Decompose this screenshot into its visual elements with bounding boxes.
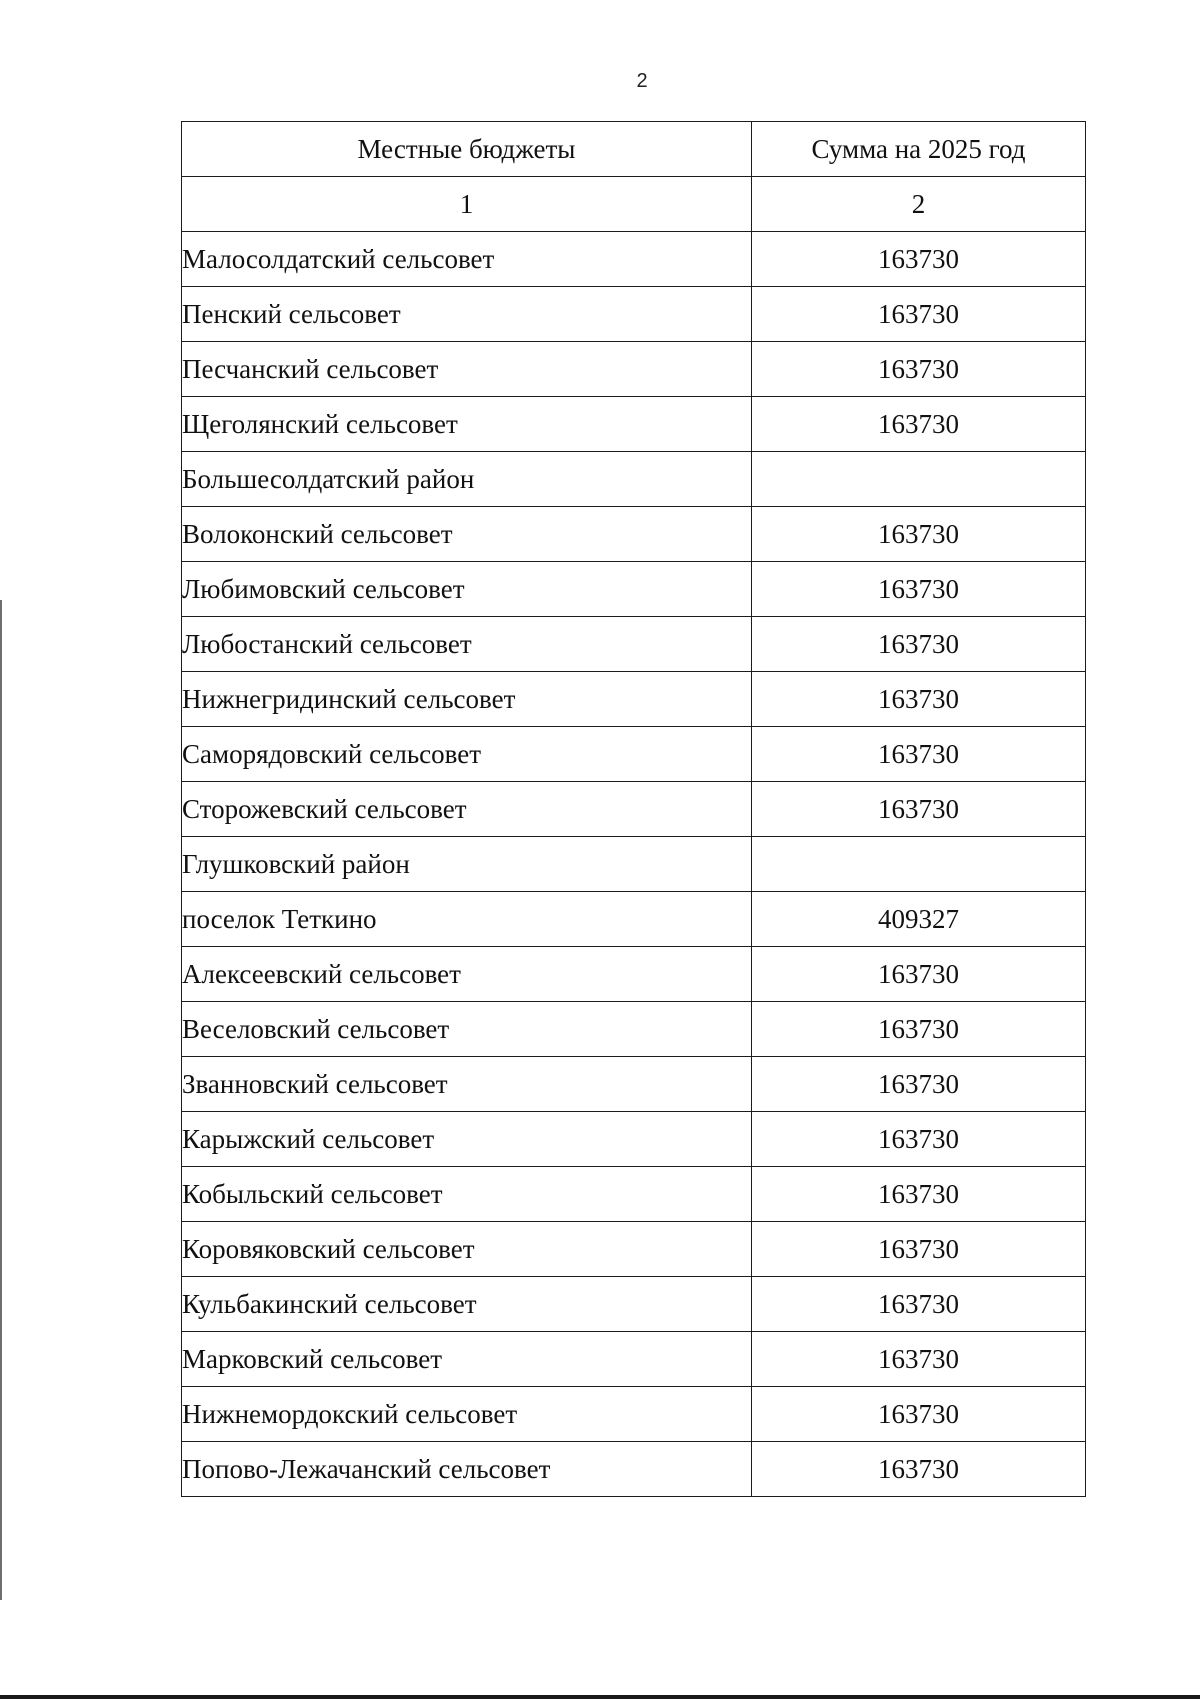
- budget-sum-cell: 163730: [752, 1112, 1086, 1167]
- budget-name-cell: Нижнегридинский сельсовет: [182, 672, 752, 727]
- budget-name-cell: Глушковский район: [182, 837, 752, 892]
- column-index-1: 1: [182, 177, 752, 232]
- table-body: [182, 232, 1086, 1497]
- budget-sum-cell: 163730: [752, 1332, 1086, 1387]
- budget-name-cell: Сторожевский сельсовет: [182, 782, 752, 837]
- table-row: [182, 342, 1086, 397]
- budget-name-cell: Малосолдатский сельсовет: [182, 232, 752, 287]
- budget-name-cell: Любимовский сельсовет: [182, 562, 752, 617]
- budget-sum-cell: [752, 837, 1086, 892]
- budget-sum-cell: 409327: [752, 892, 1086, 947]
- table-row: [182, 1002, 1086, 1057]
- budget-name-cell: поселок Теткино: [182, 892, 752, 947]
- table-row: [182, 1277, 1086, 1332]
- budget-sum-cell: 163730: [752, 397, 1086, 452]
- budget-sum-cell: [752, 452, 1086, 507]
- budget-name-cell: Званновский сельсовет: [182, 1057, 752, 1112]
- budget-name-cell: Марковский сельсовет: [182, 1332, 752, 1387]
- table-row: [182, 562, 1086, 617]
- table-row: [182, 507, 1086, 562]
- budget-sum-cell: 163730: [752, 1002, 1086, 1057]
- scan-edge-left: [0, 600, 2, 1600]
- table-row: [182, 397, 1086, 452]
- budget-sum-cell: 163730: [752, 1442, 1086, 1497]
- budget-name-cell: Волоконский сельсовет: [182, 507, 752, 562]
- table-row: [182, 672, 1086, 727]
- budget-sum-cell: 163730: [752, 617, 1086, 672]
- budget-sum-cell: 163730: [752, 562, 1086, 617]
- header-sum-2025: Сумма на 2025 год: [752, 122, 1086, 177]
- table-header-row: [182, 122, 1086, 177]
- budget-sum-cell: 163730: [752, 507, 1086, 562]
- column-index-2: 2: [752, 177, 1086, 232]
- budget-table: [181, 121, 1086, 1497]
- budget-sum-cell: 163730: [752, 1387, 1086, 1442]
- table-row: [182, 837, 1086, 892]
- budget-name-cell: Попово-Лежачанский сельсовет: [182, 1442, 752, 1497]
- budget-sum-cell: 163730: [752, 1057, 1086, 1112]
- budget-name-cell: Коровяковский сельсовет: [182, 1222, 752, 1277]
- budget-name-cell: Кульбакинский сельсовет: [182, 1277, 752, 1332]
- budget-sum-cell: 163730: [752, 782, 1086, 837]
- page-number: 2: [636, 70, 648, 92]
- table-row: [182, 1332, 1086, 1387]
- budget-name-cell: Кобыльский сельсовет: [182, 1167, 752, 1222]
- budget-name-cell: Любостанский сельсовет: [182, 617, 752, 672]
- table-row: [182, 452, 1086, 507]
- budget-sum-cell: 163730: [752, 672, 1086, 727]
- budget-sum-cell: 163730: [752, 947, 1086, 1002]
- budget-name-cell: Большесолдатский район: [182, 452, 752, 507]
- column-index-row: [182, 177, 1086, 232]
- budget-name-cell: Карыжский сельсовет: [182, 1112, 752, 1167]
- table-row: [182, 617, 1086, 672]
- budget-name-cell: Веселовский сельсовет: [182, 1002, 752, 1057]
- budget-sum-cell: 163730: [752, 1222, 1086, 1277]
- budget-sum-cell: 163730: [752, 342, 1086, 397]
- table-row: [182, 1222, 1086, 1277]
- table-row: [182, 1442, 1086, 1497]
- budget-name-cell: Песчанский сельсовет: [182, 342, 752, 397]
- table-row: [182, 1167, 1086, 1222]
- budget-name-cell: Пенский сельсовет: [182, 287, 752, 342]
- table-row: [182, 727, 1086, 782]
- budget-name-cell: Алексеевский сельсовет: [182, 947, 752, 1002]
- table-row: [182, 1387, 1086, 1442]
- table-row: [182, 1057, 1086, 1112]
- header-local-budgets: Местные бюджеты: [182, 122, 752, 177]
- budget-sum-cell: 163730: [752, 727, 1086, 782]
- table-row: [182, 1112, 1086, 1167]
- table-row: [182, 287, 1086, 342]
- table-row: [182, 782, 1086, 837]
- budget-sum-cell: 163730: [752, 1277, 1086, 1332]
- table-row: [182, 232, 1086, 287]
- budget-name-cell: Нижнемордокский сельсовет: [182, 1387, 752, 1442]
- budget-sum-cell: 163730: [752, 232, 1086, 287]
- table-row: [182, 947, 1086, 1002]
- budget-name-cell: Саморядовский сельсовет: [182, 727, 752, 782]
- budget-sum-cell: 163730: [752, 1167, 1086, 1222]
- table-row: [182, 892, 1086, 947]
- budget-name-cell: Щеголянский сельсовет: [182, 397, 752, 452]
- scan-edge-bottom: [0, 1695, 1200, 1699]
- budget-sum-cell: 163730: [752, 287, 1086, 342]
